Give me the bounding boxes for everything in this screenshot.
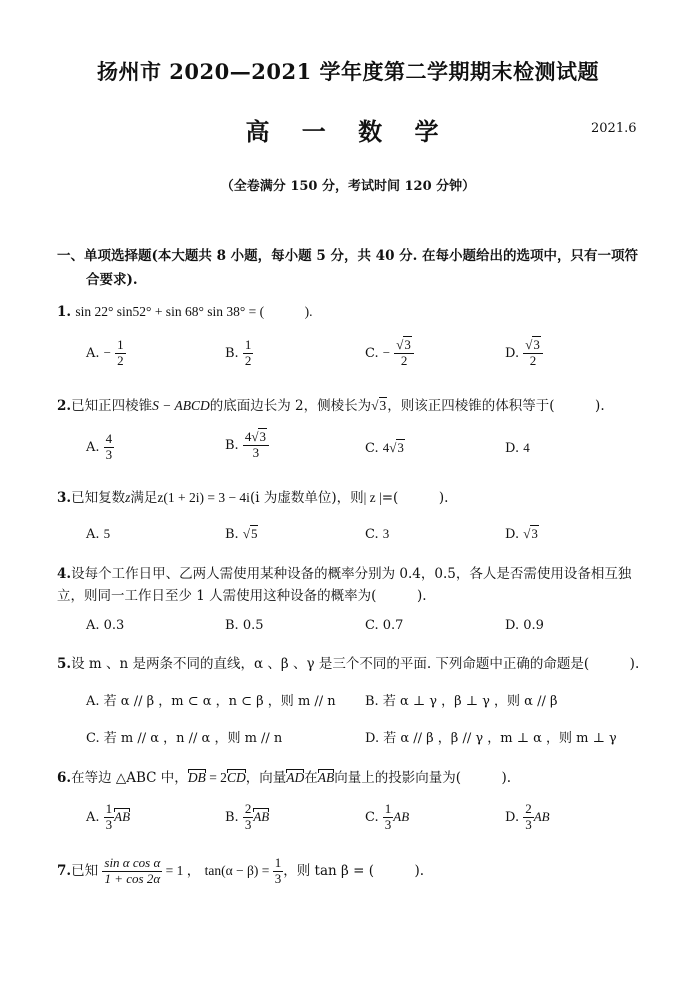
q3-option-c: C. 3 xyxy=(365,526,390,542)
q1-option-b: B. $\frac{1}{2}$ xyxy=(225,337,252,368)
fraction: $\frac{1}{2}$ xyxy=(244,337,252,368)
question-4-line2: 立，则同一工作日至少 1 人需使用这种设备的概率为( ). xyxy=(57,588,427,604)
q2-option-d: D. 4 xyxy=(505,440,530,456)
q4-option-b: B. 0.5 xyxy=(225,618,264,633)
question-3: 3.已知复数z满足z(1 + 2i) = 3 − 4i(i 为虚数单位)，则| z |=( ). xyxy=(57,490,449,506)
q4-option-d: D. 0.9 xyxy=(505,618,544,633)
question-6: 6.在等边 △ABC 中，DB = 2CD，向量AD在AB向量上的投影向量为( ). xyxy=(57,770,512,786)
question-2: 2.已知正四棱锥S − ABCD的底面边长为 2，侧棱长为√3，则该正四棱锥的体积等于( ). xyxy=(57,398,605,414)
exam-date: 2021.6 xyxy=(591,121,637,136)
fraction: $\frac{1}{3}$ xyxy=(274,855,282,886)
vector-db: DB xyxy=(187,770,206,785)
q3-option-d: D. √3 xyxy=(505,526,538,542)
vector-cd: CD xyxy=(226,770,246,785)
q6-option-b: B. $\frac{2}{3}$ AB xyxy=(225,801,270,832)
exam-note: （全卷满分 150 分，考试时间 120 分钟） xyxy=(220,179,476,194)
question-1 xyxy=(57,300,312,320)
q1-option-d: D. $\frac{√3}{2}$ xyxy=(505,338,543,369)
q1-option-a: A. − $\frac{1}{2}$ xyxy=(86,337,124,368)
vector-ab: AB xyxy=(317,770,335,785)
q6-option-a: A. $\frac{1}{3}$ AB xyxy=(86,801,131,832)
q5-option-a: A. 若 α // β ，m ⊂ α ，n ⊂ β ，则 m // n xyxy=(86,694,336,709)
fraction: $\frac{√3}{2}$ xyxy=(523,338,543,369)
q6-option-d: D. $\frac{2}{3}$ AB xyxy=(505,801,550,832)
section-heading-line2: 合要求). xyxy=(86,272,138,288)
q2-option-a: A. $\frac{4}{3}$ xyxy=(86,431,113,462)
q6-option-c: C. $\frac{1}{3}$ AB xyxy=(365,801,410,832)
q4-option-c: C. 0.7 xyxy=(365,618,404,633)
fraction: $\frac{4√3}{3}$ xyxy=(243,430,269,461)
q1-option-c: C. − $\frac{√3}{2}$ xyxy=(365,338,414,369)
fraction: $\frac{\text{sin α cos α}}{1 + \cos 2\alpha}$ xyxy=(104,855,161,886)
q3-option-b: B. √5 xyxy=(225,526,258,542)
fraction: $\frac{1}{2}$ xyxy=(117,337,124,368)
question-5: 5.设 m 、n 是两条不同的直线，α 、β 、γ 是三个不同的平面. 下列命题中正确的命题是( ). xyxy=(57,656,640,672)
q5-option-d: D. 若 α // β ，β // γ ，m ⊥ α ，则 m ⊥ γ xyxy=(365,731,617,746)
fraction: $\frac{4}{3}$ xyxy=(105,431,113,462)
fraction: $\frac{2}{3}$ xyxy=(244,801,252,832)
fraction: $\frac{√3}{2}$ xyxy=(394,338,414,369)
q2-option-c: C. 4√3 xyxy=(365,440,404,456)
section-heading-line1: 一、单项选择题(本大题共 8 小题，每小题 5 分，共 40 分. 在每小题给出的选项中，只有一项符 xyxy=(57,248,639,264)
exam-title: 扬州市 2020—2021 学年度第二学期期末检测试题 xyxy=(96,59,599,84)
q2-option-b: B. $\frac{4√3}{3}$ xyxy=(225,430,269,461)
question-4-line1: 4.设每个工作日甲、乙两人需使用某种设备的概率分别为 0.4，0.5，各人是否需使用设备相互独 xyxy=(57,566,632,582)
q3-option-a: A. 5 xyxy=(86,526,111,542)
fraction: $\frac{2}{3}$ xyxy=(525,801,532,832)
vector-ad: AD xyxy=(286,770,305,785)
fraction: $\frac{1}{3}$ xyxy=(384,801,392,832)
fraction: $\frac{1}{3}$ xyxy=(105,801,113,832)
subject-title: 高 一 数 学 xyxy=(245,117,451,146)
question-number: 1. xyxy=(57,304,72,320)
question-text: sin 22° sin52° + sin 68° sin 38° = ( ). xyxy=(75,304,313,319)
q4-option-a: A. 0.3 xyxy=(86,618,125,633)
question-7: 7.已知 $\frac{\text{sin α cos α}}{1 + \cos 2\alpha}$ = 1 ， tan(α − β) = $\frac{1}{3}$ ，则 tan β = ( ). xyxy=(57,855,425,886)
q5-option-c: C. 若 m // α ，n // α ，则 m // n xyxy=(86,731,283,746)
q5-option-b: B. 若 α ⊥ γ ，β ⊥ γ ，则 α // β xyxy=(365,694,558,709)
